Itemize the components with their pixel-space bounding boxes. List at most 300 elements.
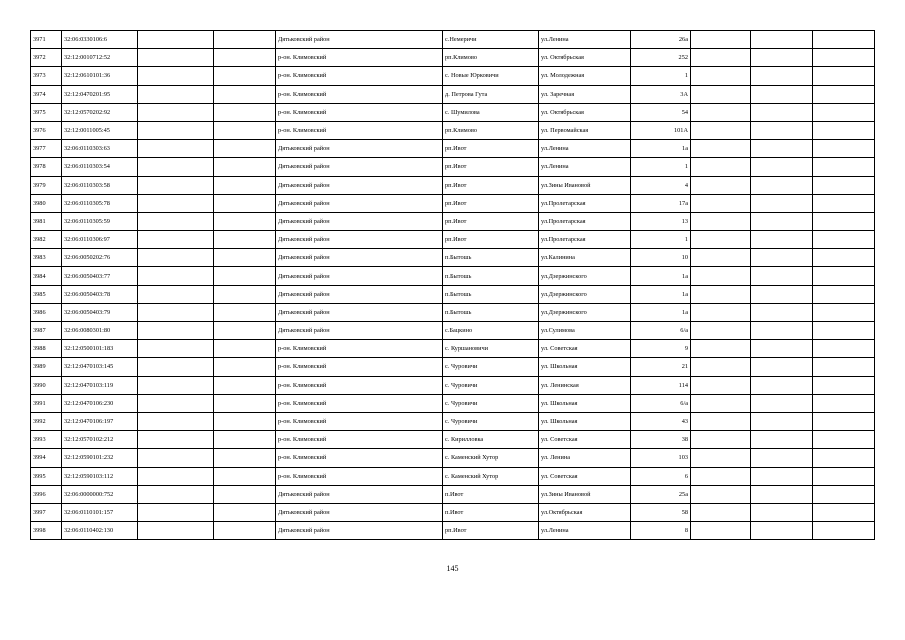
street-cell: ул. Школьная (539, 412, 631, 430)
empty-cell (813, 176, 875, 194)
empty-cell (813, 322, 875, 340)
district-cell: Дятьковский район (276, 522, 443, 540)
empty-cell (691, 158, 751, 176)
table-row (31, 231, 875, 249)
street-cell: ул. Советская (539, 340, 631, 358)
house-number-cell: 101А (631, 121, 691, 139)
empty-cell (751, 376, 813, 394)
empty-cell (214, 121, 276, 139)
house-number-cell: 3А (631, 85, 691, 103)
locality-cell: рп.Ивот (443, 140, 539, 158)
cadastral-number-cell: 32:12:0470103:145 (62, 358, 138, 376)
empty-cell (751, 103, 813, 121)
empty-cell (751, 212, 813, 230)
cadastral-number-cell: 32:06:0110306:97 (62, 231, 138, 249)
empty-cell (138, 394, 214, 412)
row-number-cell: 3997 (31, 503, 62, 521)
house-number-cell: 8 (631, 522, 691, 540)
house-number-cell: 1 (631, 67, 691, 85)
empty-cell (138, 322, 214, 340)
house-number-cell: 38 (631, 431, 691, 449)
street-cell: ул.Зины Ивановой (539, 485, 631, 503)
row-number-cell: 3983 (31, 249, 62, 267)
cadastral-number-cell: 32:12:0570202:92 (62, 103, 138, 121)
locality-cell: п.Бытошь (443, 249, 539, 267)
row-number-cell: 3992 (31, 412, 62, 430)
street-cell: ул.Ленина (539, 31, 631, 49)
empty-cell (691, 285, 751, 303)
house-number-cell: 25а (631, 485, 691, 503)
row-number-cell: 3987 (31, 322, 62, 340)
street-cell: ул. Ленинская (539, 376, 631, 394)
empty-cell (813, 431, 875, 449)
cadastral-number-cell: 32:06:0110303:58 (62, 176, 138, 194)
cadastral-number-cell: 32:06:0110303:54 (62, 158, 138, 176)
empty-cell (813, 249, 875, 267)
locality-cell: с. Каменский Хутор (443, 467, 539, 485)
cadastral-number-cell: 32:06:0330106:6 (62, 31, 138, 49)
empty-cell (691, 431, 751, 449)
empty-cell (813, 376, 875, 394)
house-number-cell: 54 (631, 103, 691, 121)
empty-cell (813, 212, 875, 230)
row-number-cell: 3998 (31, 522, 62, 540)
empty-cell (138, 194, 214, 212)
empty-cell (691, 176, 751, 194)
table-row (31, 503, 875, 521)
row-number-cell: 3979 (31, 176, 62, 194)
table-row (31, 394, 875, 412)
empty-cell (751, 67, 813, 85)
empty-cell (214, 303, 276, 321)
house-number-cell: 6/а (631, 322, 691, 340)
empty-cell (214, 503, 276, 521)
cadastral-number-cell: 32:06:0080301:80 (62, 322, 138, 340)
house-number-cell: 1 (631, 158, 691, 176)
empty-cell (813, 85, 875, 103)
locality-cell: рп.Ивот (443, 176, 539, 194)
street-cell: ул. Ленина (539, 449, 631, 467)
table-row (31, 431, 875, 449)
empty-cell (214, 158, 276, 176)
empty-cell (691, 231, 751, 249)
district-cell: Дятьковский район (276, 31, 443, 49)
locality-cell: с. Чуровичи (443, 412, 539, 430)
empty-cell (214, 358, 276, 376)
empty-cell (691, 322, 751, 340)
locality-cell: п.Бытошь (443, 303, 539, 321)
house-number-cell: 1а (631, 140, 691, 158)
empty-cell (813, 158, 875, 176)
district-cell: Дятьковский район (276, 158, 443, 176)
empty-cell (813, 340, 875, 358)
row-number-cell: 3986 (31, 303, 62, 321)
empty-cell (813, 231, 875, 249)
cadastral-number-cell: 32:06:0050403:79 (62, 303, 138, 321)
empty-cell (813, 67, 875, 85)
table-row (31, 194, 875, 212)
table-row (31, 485, 875, 503)
cadastral-number-cell: 32:12:0590101:232 (62, 449, 138, 467)
empty-cell (691, 140, 751, 158)
locality-cell: п.Бытошь (443, 267, 539, 285)
cadastral-number-cell: 32:12:0610101:36 (62, 67, 138, 85)
street-cell: ул.Сулимова (539, 322, 631, 340)
street-cell: ул. Советская (539, 467, 631, 485)
cadastral-number-cell: 32:06:0050403:78 (62, 285, 138, 303)
empty-cell (138, 358, 214, 376)
house-number-cell: 43 (631, 412, 691, 430)
locality-cell: с.Немеричи (443, 31, 539, 49)
empty-cell (214, 467, 276, 485)
cadastral-number-cell: 32:06:0050403:77 (62, 267, 138, 285)
locality-cell: рп.Климово (443, 49, 539, 67)
street-cell: ул.Зины Ивановой (539, 176, 631, 194)
empty-cell (138, 158, 214, 176)
empty-cell (751, 85, 813, 103)
row-number-cell: 3993 (31, 431, 62, 449)
empty-cell (751, 285, 813, 303)
empty-cell (214, 394, 276, 412)
district-cell: р-он. Климовский (276, 467, 443, 485)
empty-cell (813, 49, 875, 67)
empty-cell (751, 431, 813, 449)
table-row (31, 212, 875, 230)
house-number-cell: 114 (631, 376, 691, 394)
street-cell: ул.Пролетарская (539, 231, 631, 249)
house-number-cell: 103 (631, 449, 691, 467)
empty-cell (138, 467, 214, 485)
page-number: 145 (446, 564, 459, 573)
table-body (31, 31, 875, 540)
district-cell: Дятьковский район (276, 140, 443, 158)
empty-cell (813, 103, 875, 121)
empty-cell (691, 394, 751, 412)
empty-cell (691, 449, 751, 467)
district-cell: Дятьковский район (276, 267, 443, 285)
empty-cell (691, 340, 751, 358)
street-cell: ул. Первомайская (539, 121, 631, 139)
house-number-cell: 4 (631, 176, 691, 194)
cadastral-number-cell: 32:12:0470201:95 (62, 85, 138, 103)
table-row (31, 85, 875, 103)
empty-cell (138, 176, 214, 194)
empty-cell (214, 194, 276, 212)
locality-cell: п.Ивот (443, 485, 539, 503)
locality-cell: с. Куршановичи (443, 340, 539, 358)
empty-cell (691, 467, 751, 485)
cadastral-number-cell: 32:12:0470106:197 (62, 412, 138, 430)
cadastral-number-cell: 32:12:0011005:45 (62, 121, 138, 139)
empty-cell (813, 412, 875, 430)
empty-cell (751, 322, 813, 340)
locality-cell: п.Бытошь (443, 285, 539, 303)
row-number-cell: 3977 (31, 140, 62, 158)
row-number-cell: 3974 (31, 85, 62, 103)
empty-cell (138, 140, 214, 158)
empty-cell (214, 340, 276, 358)
cadastral-number-cell: 32:06:0110305:59 (62, 212, 138, 230)
empty-cell (138, 340, 214, 358)
house-number-cell: 1а (631, 267, 691, 285)
empty-cell (138, 285, 214, 303)
table-row (31, 249, 875, 267)
locality-cell: с. Каменский Хутор (443, 449, 539, 467)
district-cell: р-он. Климовский (276, 358, 443, 376)
house-number-cell: 10 (631, 249, 691, 267)
empty-cell (214, 231, 276, 249)
empty-cell (138, 431, 214, 449)
empty-cell (214, 285, 276, 303)
street-cell: ул.Ленина (539, 158, 631, 176)
empty-cell (751, 358, 813, 376)
district-cell: Дятьковский район (276, 212, 443, 230)
table-row (31, 49, 875, 67)
empty-cell (691, 522, 751, 540)
house-number-cell: 1 (631, 231, 691, 249)
district-cell: Дятьковский район (276, 322, 443, 340)
empty-cell (691, 31, 751, 49)
house-number-cell: 13 (631, 212, 691, 230)
locality-cell: с. Кирилловка (443, 431, 539, 449)
empty-cell (751, 522, 813, 540)
district-cell: Дятьковский район (276, 249, 443, 267)
table-row (31, 376, 875, 394)
table-row (31, 267, 875, 285)
street-cell: ул. Советская (539, 431, 631, 449)
house-number-cell: 6/а (631, 394, 691, 412)
empty-cell (691, 103, 751, 121)
table-row (31, 31, 875, 49)
empty-cell (138, 103, 214, 121)
empty-cell (691, 303, 751, 321)
locality-cell: д. Петрова Гута (443, 85, 539, 103)
street-cell: ул.Пролетарская (539, 194, 631, 212)
locality-cell: п.Ивот (443, 503, 539, 521)
district-cell: Дятьковский район (276, 503, 443, 521)
row-number-cell: 3975 (31, 103, 62, 121)
district-cell: р-он. Климовский (276, 449, 443, 467)
empty-cell (751, 503, 813, 521)
cadastral-number-cell: 32:12:0570102:212 (62, 431, 138, 449)
empty-cell (813, 31, 875, 49)
empty-cell (138, 212, 214, 230)
locality-cell: рп.Ивот (443, 231, 539, 249)
empty-cell (813, 121, 875, 139)
locality-cell: с. Чуровичи (443, 394, 539, 412)
cadastral-number-cell: 32:12:0590103:112 (62, 467, 138, 485)
empty-cell (751, 303, 813, 321)
empty-cell (813, 140, 875, 158)
empty-cell (138, 522, 214, 540)
empty-cell (751, 49, 813, 67)
table-row (31, 412, 875, 430)
empty-cell (751, 267, 813, 285)
row-number-cell: 3994 (31, 449, 62, 467)
row-number-cell: 3996 (31, 485, 62, 503)
empty-cell (751, 449, 813, 467)
cadastral-number-cell: 32:12:0470106:230 (62, 394, 138, 412)
house-number-cell: 9 (631, 340, 691, 358)
empty-cell (691, 412, 751, 430)
empty-cell (751, 194, 813, 212)
street-cell: ул. Октябрьская (539, 103, 631, 121)
table-row (31, 303, 875, 321)
cadastral-number-cell: 32:12:0470103:119 (62, 376, 138, 394)
empty-cell (691, 358, 751, 376)
district-cell: Дятьковский район (276, 194, 443, 212)
street-cell: ул. Школьная (539, 358, 631, 376)
empty-cell (691, 194, 751, 212)
empty-cell (813, 358, 875, 376)
empty-cell (214, 267, 276, 285)
table-row (31, 358, 875, 376)
empty-cell (751, 394, 813, 412)
table-row (31, 522, 875, 540)
empty-cell (138, 231, 214, 249)
row-number-cell: 3989 (31, 358, 62, 376)
row-number-cell: 3995 (31, 467, 62, 485)
empty-cell (138, 31, 214, 49)
table-row (31, 176, 875, 194)
empty-cell (691, 503, 751, 521)
empty-cell (813, 267, 875, 285)
row-number-cell: 3981 (31, 212, 62, 230)
empty-cell (138, 449, 214, 467)
empty-cell (813, 503, 875, 521)
district-cell: р-он. Климовский (276, 412, 443, 430)
cadastral-number-cell: 32:06:0050202:76 (62, 249, 138, 267)
row-number-cell: 3984 (31, 267, 62, 285)
house-number-cell: 21 (631, 358, 691, 376)
district-cell: р-он. Климовский (276, 394, 443, 412)
row-number-cell: 3985 (31, 285, 62, 303)
locality-cell: рп.Ивот (443, 158, 539, 176)
house-number-cell: 252 (631, 49, 691, 67)
locality-cell: с. Чуровичи (443, 358, 539, 376)
house-number-cell: 1а (631, 285, 691, 303)
empty-cell (214, 140, 276, 158)
street-cell: ул. Октябрьская (539, 49, 631, 67)
empty-cell (138, 249, 214, 267)
empty-cell (214, 449, 276, 467)
district-cell: р-он. Климовский (276, 85, 443, 103)
row-number-cell: 3978 (31, 158, 62, 176)
locality-cell: с.Бацкино (443, 322, 539, 340)
house-number-cell: 26а (631, 31, 691, 49)
empty-cell (751, 467, 813, 485)
table-row (31, 449, 875, 467)
empty-cell (138, 503, 214, 521)
row-number-cell: 3971 (31, 31, 62, 49)
empty-cell (751, 249, 813, 267)
empty-cell (691, 212, 751, 230)
empty-cell (691, 85, 751, 103)
empty-cell (751, 31, 813, 49)
house-number-cell: 17а (631, 194, 691, 212)
empty-cell (214, 49, 276, 67)
table-row (31, 103, 875, 121)
locality-cell: с. Шумилова (443, 103, 539, 121)
empty-cell (813, 449, 875, 467)
house-number-cell: 58 (631, 503, 691, 521)
empty-cell (214, 85, 276, 103)
empty-cell (691, 267, 751, 285)
empty-cell (751, 121, 813, 139)
empty-cell (214, 522, 276, 540)
empty-cell (138, 85, 214, 103)
empty-cell (751, 140, 813, 158)
empty-cell (813, 485, 875, 503)
table-row (31, 322, 875, 340)
locality-cell: рп.Ивот (443, 212, 539, 230)
empty-cell (691, 67, 751, 85)
empty-cell (214, 67, 276, 85)
empty-cell (691, 249, 751, 267)
table-row (31, 467, 875, 485)
cadastral-number-cell: 32:06:0000000:752 (62, 485, 138, 503)
empty-cell (751, 176, 813, 194)
empty-cell (751, 231, 813, 249)
empty-cell (751, 158, 813, 176)
cadastral-number-cell: 32:06:0110101:157 (62, 503, 138, 521)
empty-cell (138, 376, 214, 394)
district-cell: р-он. Климовский (276, 340, 443, 358)
street-cell: ул.Дзержинского (539, 285, 631, 303)
table-row (31, 285, 875, 303)
empty-cell (813, 303, 875, 321)
row-number-cell: 3973 (31, 67, 62, 85)
locality-cell: с. Новые Юрковичи (443, 67, 539, 85)
empty-cell (138, 485, 214, 503)
empty-cell (751, 340, 813, 358)
district-cell: Дятьковский район (276, 485, 443, 503)
street-cell: ул.Ленина (539, 522, 631, 540)
district-cell: Дятьковский район (276, 285, 443, 303)
empty-cell (691, 49, 751, 67)
empty-cell (138, 49, 214, 67)
empty-cell (214, 376, 276, 394)
district-cell: Дятьковский район (276, 303, 443, 321)
empty-cell (751, 485, 813, 503)
empty-cell (813, 394, 875, 412)
street-cell: ул.Дзержинского (539, 303, 631, 321)
locality-cell: рп.Ивот (443, 194, 539, 212)
cadastral-number-cell: 32:12:0010712:52 (62, 49, 138, 67)
empty-cell (138, 121, 214, 139)
empty-cell (214, 431, 276, 449)
cadastral-number-cell: 32:06:0110305:78 (62, 194, 138, 212)
house-number-cell: 1а (631, 303, 691, 321)
district-cell: р-он. Климовский (276, 67, 443, 85)
street-cell: ул.Дзержинского (539, 267, 631, 285)
street-cell: ул. Школьная (539, 394, 631, 412)
row-number-cell: 3980 (31, 194, 62, 212)
empty-cell (138, 303, 214, 321)
street-cell: ул. Молодежная (539, 67, 631, 85)
district-cell: р-он. Климовский (276, 103, 443, 121)
district-cell: р-он. Климовский (276, 431, 443, 449)
empty-cell (214, 103, 276, 121)
empty-cell (691, 121, 751, 139)
row-number-cell: 3982 (31, 231, 62, 249)
registry-table (30, 30, 875, 540)
street-cell: ул.Октябрьская (539, 503, 631, 521)
row-number-cell: 3990 (31, 376, 62, 394)
empty-cell (138, 412, 214, 430)
empty-cell (138, 267, 214, 285)
row-number-cell: 3988 (31, 340, 62, 358)
